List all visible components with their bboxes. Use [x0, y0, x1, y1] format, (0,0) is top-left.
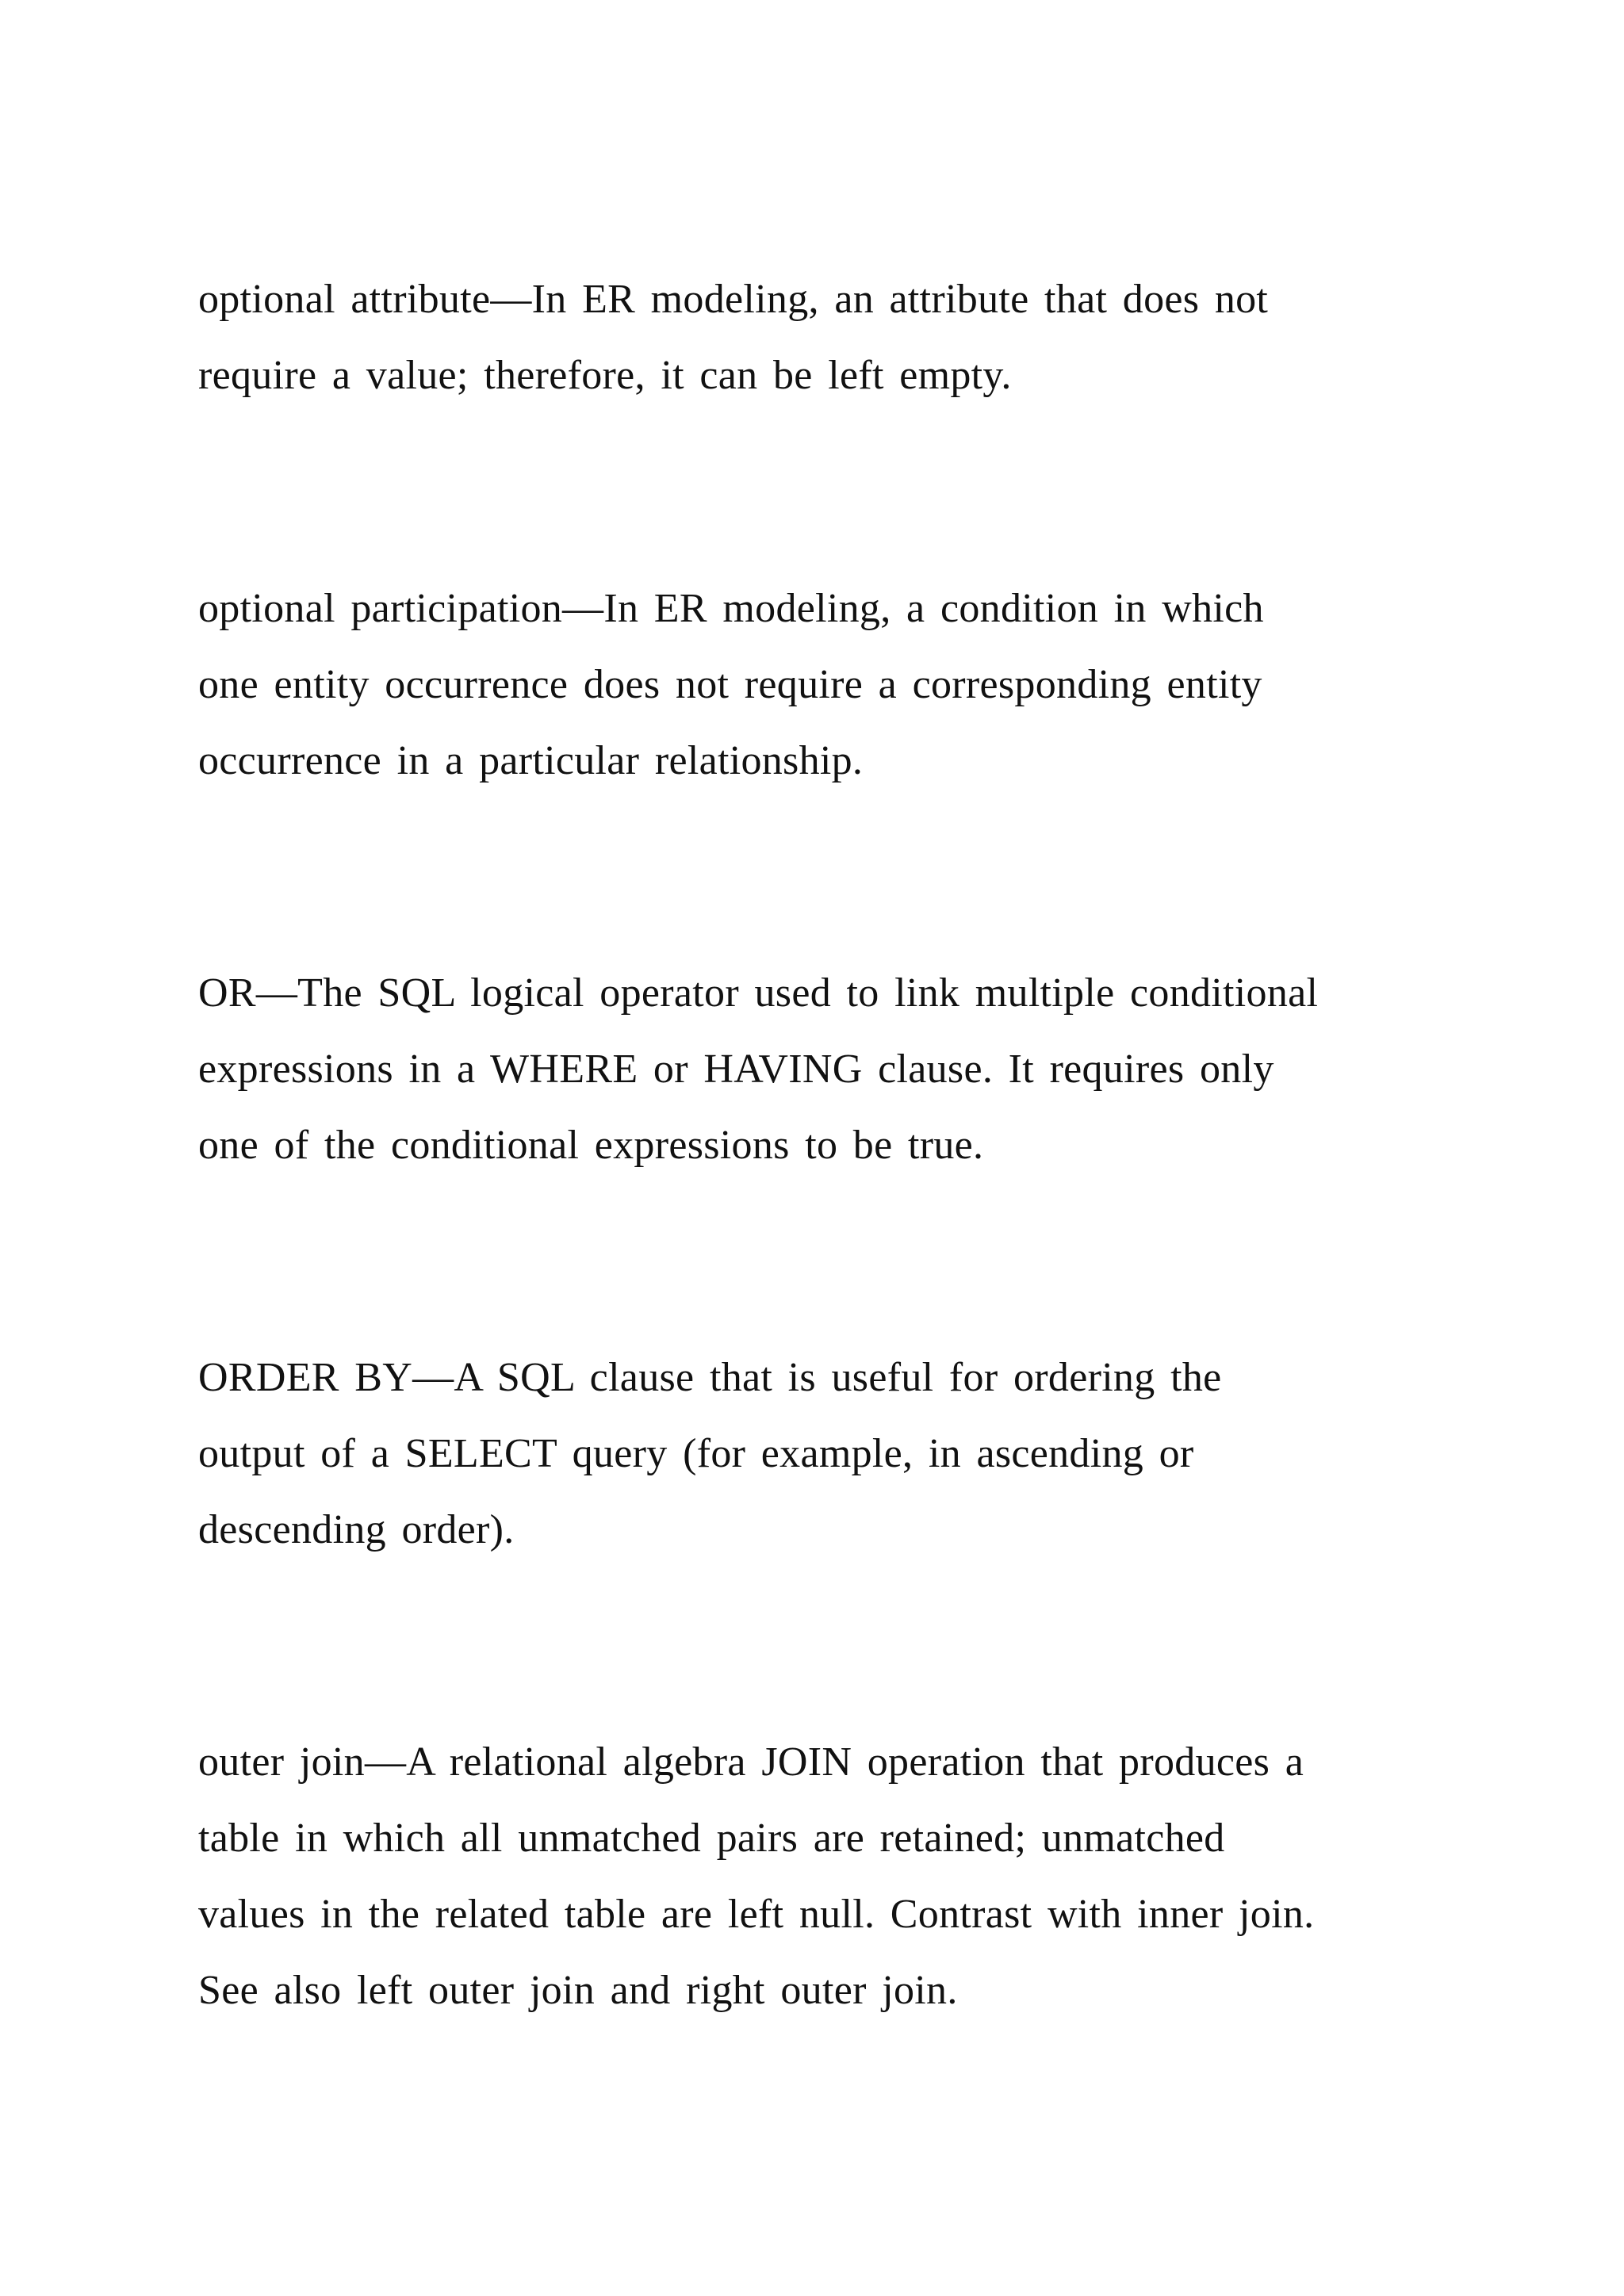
entry-line: optional participation—In ER modeling, a condition in which: [198, 586, 1264, 631]
entry-line: table in which all unmatched pairs are retained; unmatched: [198, 1816, 1225, 1861]
entry-line: require a value; therefore, it can be left empty.: [198, 353, 1012, 398]
entry-line: See also left outer join and right outer join.: [198, 1968, 958, 2013]
entry-line: OR—The SQL logical operator used to link multiple conditional: [198, 970, 1319, 1016]
glossary-entry-optional-attribute: [198, 262, 1435, 414]
glossary-entry-outer-join: [198, 1724, 1435, 2029]
glossary-entry-optional-participation: [198, 571, 1435, 799]
entry-line: expressions in a WHERE or HAVING clause. It requires only: [198, 1047, 1274, 1092]
entry-line: outer join—A relational algebra JOIN operation that produces a: [198, 1739, 1304, 1785]
entry-line: ORDER BY—A SQL clause that is useful for ordering the: [198, 1355, 1222, 1400]
entry-line: output of a SELECT query (for example, in ascending or: [198, 1431, 1194, 1476]
entry-line: descending order).: [198, 1507, 515, 1552]
entry-line: optional attribute—In ER modeling, an attribute that does not: [198, 277, 1269, 322]
entry-line: values in the related table are left null. Contrast with inner join.: [198, 1892, 1315, 1937]
entry-line: one entity occurrence does not require a corresponding entity: [198, 662, 1262, 707]
entry-line: one of the conditional expressions to be true.: [198, 1123, 984, 1168]
glossary-entry-or: [198, 955, 1435, 1184]
entry-line: occurrence in a particular relationship.: [198, 738, 864, 783]
glossary-entry-order-by: [198, 1340, 1435, 1568]
